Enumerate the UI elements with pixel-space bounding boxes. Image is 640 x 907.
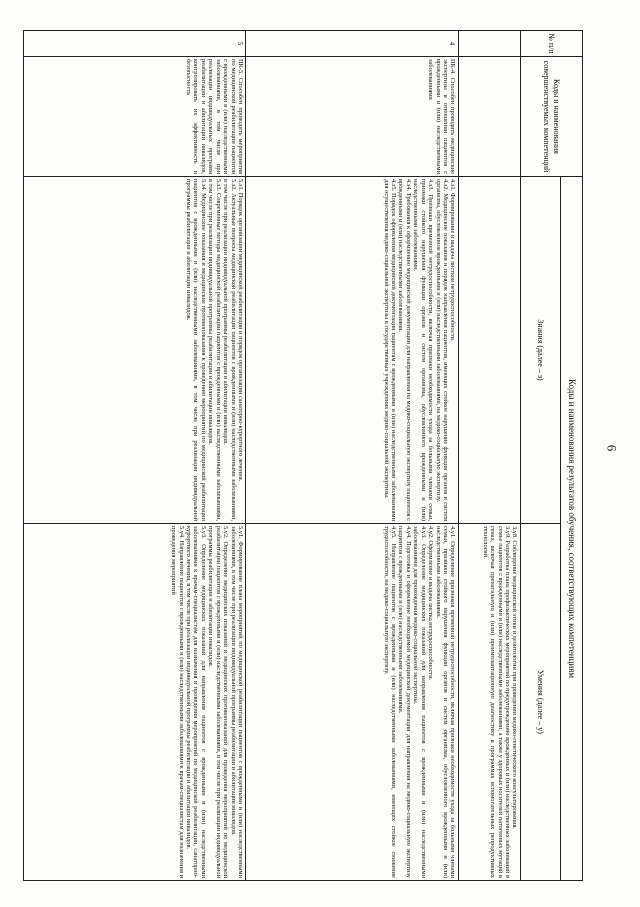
knowledge-item: 4.з1. Формирование и выдача листков нетрудоспособности. <box>449 179 457 342</box>
competency-cell: ПК-4. Способен проводить медицинские экспертизы в отношении пациентов с врожденными и (или) наследственными заболеваниями <box>246 57 458 177</box>
row-number <box>458 31 520 57</box>
knowledge-item: 4.з5. Порядок оформления медицинской документации пациентам с врожденными и (или) наследственными заболеваниями для осуществления медико-социальной экспертизы в государственных учреждениях медико-социальной экспертизы. <box>382 179 397 521</box>
competency-table-rotated <box>23 30 583 880</box>
skills-cell <box>246 524 458 881</box>
competency-cell <box>458 57 520 177</box>
knowledge-item: 5.з4. Медицинские показания и медицинские противопоказания к проведению мероприятий по медицинской реабилитации пациентов с врожденными и (или) наследственными заболеваниями, в том числе при реализации индивидуальной программы реабилитации и абилитации инвалидов. <box>185 179 207 521</box>
table-row <box>246 31 458 881</box>
knowledge-item: 4.з4. Требования к оформлению медицинской документации для направления на медико-социальную экспертизу пациентов с врожденными и (или) наследственными заболеваниями. <box>397 179 412 521</box>
skills-item: 3.у9. Разработка плана профилактических мероприятий по предупреждению врожденных и (или) наследственных заболеваний в семье пациентов с врожденными и (или) наследственными заболеваниями, а также у здоровых носителей патогенных мутаций в генах, включая пренатальную и (или) преимплантационную диагностику в программах вспомогательных репродуктивных технологий. <box>481 526 512 878</box>
knowledge-item: 5.з2. Актуальные вопросы медицинской реабилитации пациентов с врожденными и (или) наследственными заболеваниями, в том числе при реализации индивидуальной программы реабилитации и абилитации инвалидов. <box>222 179 237 521</box>
header-competency: Коды и наименования совершенствуемых компетенций <box>521 57 583 177</box>
table-row <box>458 31 520 881</box>
skills-item: 4.у3. Определение медицинских показаний для направления пациентов с врожденными и (или) наследственными заболеваниями для прохождения медико-социальной экспертизы. <box>412 526 427 878</box>
page-number: 6 <box>604 444 620 452</box>
skills-item: 3.у8. Соблюдение медицинской этики и деонтологии при проведении медико-генетического консультирования. <box>511 526 519 830</box>
skills-item: 5.у1. Формирование плана мероприятий по медицинской реабилитации пациентов с врожденными и (или) наследственными заболеваниями, в том числе при реализации индивидуальной программы реабилитации и абилитации инвалидов. <box>229 526 244 878</box>
row-number: 5 <box>24 31 246 57</box>
header-knowledge: Знания (далее – з) <box>521 177 561 524</box>
skills-cell <box>24 524 246 881</box>
header-num: № п/п <box>521 31 583 57</box>
skills-item: 5.у2. Определение медицинских показаний и медицинских противопоказаний для проведения мероприятий по медицинской реабилитации пациентов с врожденными и (или) наследственными заболеваниями, в том числе при реализации индивидуальной программы реабилитации и абилитации инвалидов. <box>207 526 230 878</box>
header-skills: Умения (далее – у) <box>521 524 561 881</box>
knowledge-item: 4.з2. Медицинские показания и порядок направления пациентов, имеющих стойкое нарушение функции органов и систем организма, обусловленное врожденными и (или) наследственными заболеваниями, на медико-социальную экспертизу. <box>434 179 449 521</box>
skills-item: 4.у2. Оформление и выдача листка нетрудоспособности. <box>427 526 435 681</box>
knowledge-item: 5.з1. Порядок организации медицинской реабилитации и порядок организации санаторно-курортного лечения. <box>236 179 244 482</box>
knowledge-cell <box>246 177 458 524</box>
skills-item: 4.у1. Определение признаков временной нетрудоспособности, включая признаки необходимости ухода за больными членами семьи, признаки стойкого нарушения функции органов и систем организма, обусловленного врожденными и (или) наследственными заболеваниями. <box>434 526 457 878</box>
skills-cell <box>458 524 520 881</box>
competency-table <box>23 30 583 881</box>
table-row <box>24 31 246 881</box>
knowledge-item: 5.з3. Современные методы медицинской реабилитации пациентов с врожденными и (или) наследственными заболеваниями, в том числе при реализации индивидуальной программы реабилитации и абилитации инвалидов. <box>207 179 222 521</box>
header-results: Коды и наименования результатов обучения, соответствующих компетенциям <box>561 177 583 881</box>
row-number: 4 <box>246 31 458 57</box>
skills-item: 4.у5. Направление пациентов с врожденными и (или) наследственными заболеваниями, имеющих стойкое снижение трудоспособности, на медико-социальную экспертизу. <box>382 526 397 878</box>
skills-item: 4.у4. Подготовка и оформление необходимой медицинской документации для направления на медико-социальную экспертизу пациентов с врожденными и (или) наследственными заболеваниями. <box>397 526 412 878</box>
knowledge-item: 4.з3. Признаки временной нетрудоспособности, включая признаки необходимости ухода за больными членами семьи, признаки стойкого нарушения функции органов и систем организма, обусловленного врожденными и (или) наследственными заболеваниями. <box>412 179 435 521</box>
competency-cell: ПК-5. Способен проводить мероприятия по медицинской реабилитации пациентов с врожденными и (или) наследственными заболеваниями, в том числе при реализации индивидуальных программ реабилитации и абилитации инвалидов, контролировать их эффективность и безопасность <box>24 57 246 177</box>
skills-item: 5.у4. Направление пациентов с врожденными и (или) наследственными заболеваниями к врачам-специалистам для назначения и проведения мероприятий <box>170 526 185 878</box>
table-body <box>24 31 521 881</box>
skills-item: 5.у3. Определение медицинских показаний для направления пациентов с врожденными и (или) наследственными заболеваниями к врачам-специалистам для назначения и проведения мероприятий по медицинской реабилитации, санаторно-курортного лечения, в том числе при реализации индивидуальной программы реабилитации и абилитации инвалидов. <box>185 526 207 878</box>
knowledge-cell <box>458 177 520 524</box>
knowledge-cell <box>24 177 246 524</box>
